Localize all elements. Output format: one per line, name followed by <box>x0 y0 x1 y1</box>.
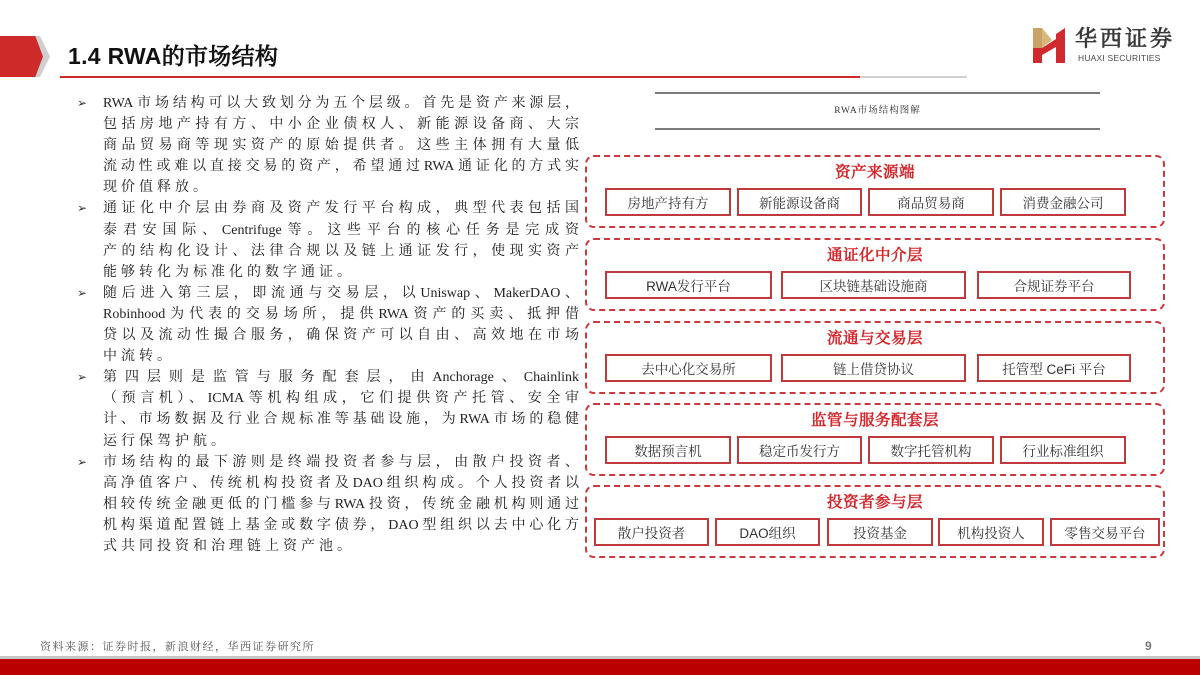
layer-item: 稳定币发行方 <box>737 436 862 464</box>
bullet-item <box>103 452 579 557</box>
layer-item: 投资基金 <box>827 518 933 546</box>
arrow-bullet-icon <box>77 367 87 388</box>
bullet-line: 商品贸易商等现实资产的原始提供者。这些主体拥有大量低 <box>103 138 579 154</box>
layer-item: 零售交易平台 <box>1050 518 1160 546</box>
layer-item: 散户投资者 <box>594 518 709 546</box>
layer-item: 托管型 CeFi 平台 <box>977 354 1131 382</box>
layer-regulation-services <box>585 403 1165 476</box>
bullet-item <box>103 93 579 198</box>
layer-item: DAO组织 <box>715 518 820 546</box>
layer-title: 资产来源端 <box>834 164 915 181</box>
bullet-line: 计、市场数据及行业合规标准等基础设施，为RWA市场的稳健 <box>103 412 579 428</box>
bullet-line: 第四层则是监管与服务配套层，由Anchorage、Chainlink <box>103 370 579 386</box>
bullet-line: 泰君安国际、Centrifuge等。这些平台的核心任务是完成资 <box>103 222 579 238</box>
bullet-line: 产的结构化设计、法律合规以及链上通证发行，使现实资产 <box>103 243 579 259</box>
layer-circulation-trading <box>585 321 1165 394</box>
arrow-bullet-icon <box>77 198 87 219</box>
page-number: 9 <box>1145 639 1152 653</box>
bullet-line: 机构渠道配置链上基金或数字债券，DAO型组织以去中心化方 <box>103 517 579 533</box>
layer-investor-participation <box>585 485 1165 558</box>
bullet-line: 能够转化为标准化的数字通证。 <box>103 264 355 280</box>
diagram-title-bottom-rule <box>655 128 1100 130</box>
title-underline-tail <box>860 76 967 78</box>
source-note: 资料来源：证券时报，新浪财经，华西证券研究所 <box>40 641 315 653</box>
bullet-line: 中流转。 <box>103 349 175 365</box>
diagram-title-top-rule <box>655 92 1100 94</box>
logo-chinese-name: 华西证券 <box>1075 26 1176 51</box>
bullet-list <box>103 93 579 557</box>
arrow-bullet-icon <box>77 283 87 304</box>
diagram-title: RWA市场结构图解 <box>834 106 921 116</box>
layer-item: 数据预言机 <box>605 436 731 464</box>
bullet-item <box>103 198 579 282</box>
bullet-line: 贷以及流动性撮合服务，确保资产可以自由、高效地在市场 <box>103 328 579 344</box>
arrow-bullet-icon <box>77 93 87 114</box>
layer-asset-source <box>585 155 1165 228</box>
layer-item: 去中心化交易所 <box>605 354 772 382</box>
layer-item: 消费金融公司 <box>1000 188 1126 216</box>
section-tab-marker <box>0 36 43 77</box>
layer-item: 商品贸易商 <box>868 188 994 216</box>
bullet-item <box>103 283 579 367</box>
layer-item: 数字托管机构 <box>868 436 994 464</box>
huaxi-h-logo-icon <box>1033 27 1066 63</box>
bullet-line: 包括房地产持有方、中小企业债权人、新能源设备商、大宗 <box>103 117 579 133</box>
bullet-line: RWA市场结构可以大致划分为五个层级。首先是资产来源层， <box>103 96 579 111</box>
layer-item: RWA发行平台 <box>605 271 772 299</box>
bullet-line: Robinhood为代表的交易场所，提供RWA资产的买卖、抵押借 <box>103 306 579 322</box>
bullet-line: 流动性或难以直接交易的资产，希望通过RWA通证化的方式实 <box>103 159 579 175</box>
bullet-line: 式共同投资和治理链上资产池。 <box>103 538 355 554</box>
company-logo <box>1033 27 1183 65</box>
layer-tokenization-intermediary <box>585 238 1165 311</box>
arrow-bullet-icon <box>77 452 87 473</box>
bullet-line: 现价值释放。 <box>103 180 211 196</box>
layer-items <box>605 271 1131 299</box>
bullet-line: （预言机）、ICMA等机构组成，它们提供资产托管、安全审 <box>103 391 579 407</box>
bullet-line: 通证化中介层由券商及资产发行平台构成，典型代表包括国 <box>103 201 579 217</box>
layer-title: 监管与服务配套层 <box>810 412 939 429</box>
logo-english-name: HUAXI SECURITIES <box>1078 53 1161 63</box>
page-title: 1.4 RWA的市场结构 <box>68 43 279 69</box>
bullet-line: 随后进入第三层，即流通与交易层，以Uniswap、MakerDAO、 <box>103 285 579 301</box>
layer-item: 行业标准组织 <box>1000 436 1126 464</box>
layer-item: 合规证券平台 <box>977 271 1131 299</box>
layer-item: 新能源设备商 <box>737 188 862 216</box>
layer-items <box>605 436 1126 464</box>
layer-title: 流通与交易层 <box>826 330 923 347</box>
footer-band <box>0 659 1200 675</box>
title-underline <box>60 76 860 78</box>
layer-item: 房地产持有方 <box>605 188 731 216</box>
layer-items <box>605 188 1126 216</box>
bullet-line: 运行保驾护航。 <box>103 433 229 449</box>
layer-items <box>594 518 1160 546</box>
layer-item: 链上借贷协议 <box>781 354 966 382</box>
bullet-line: 高净值客户、传统机构投资者及DAO组织构成。个人投资者以 <box>103 475 579 491</box>
layer-title: 通证化中介层 <box>826 247 923 264</box>
layer-title: 投资者参与层 <box>826 494 923 511</box>
layer-item: 区块链基础设施商 <box>781 271 966 299</box>
bullet-line: 市场结构的最下游则是终端投资者参与层，由散户投资者、 <box>103 454 579 470</box>
layer-item: 机构投资人 <box>938 518 1044 546</box>
bullet-item <box>103 367 579 451</box>
bullet-line: 相较传统金融更低的门槛参与RWA投资，传统金融机构则通过 <box>103 496 579 512</box>
layer-items <box>605 354 1131 382</box>
